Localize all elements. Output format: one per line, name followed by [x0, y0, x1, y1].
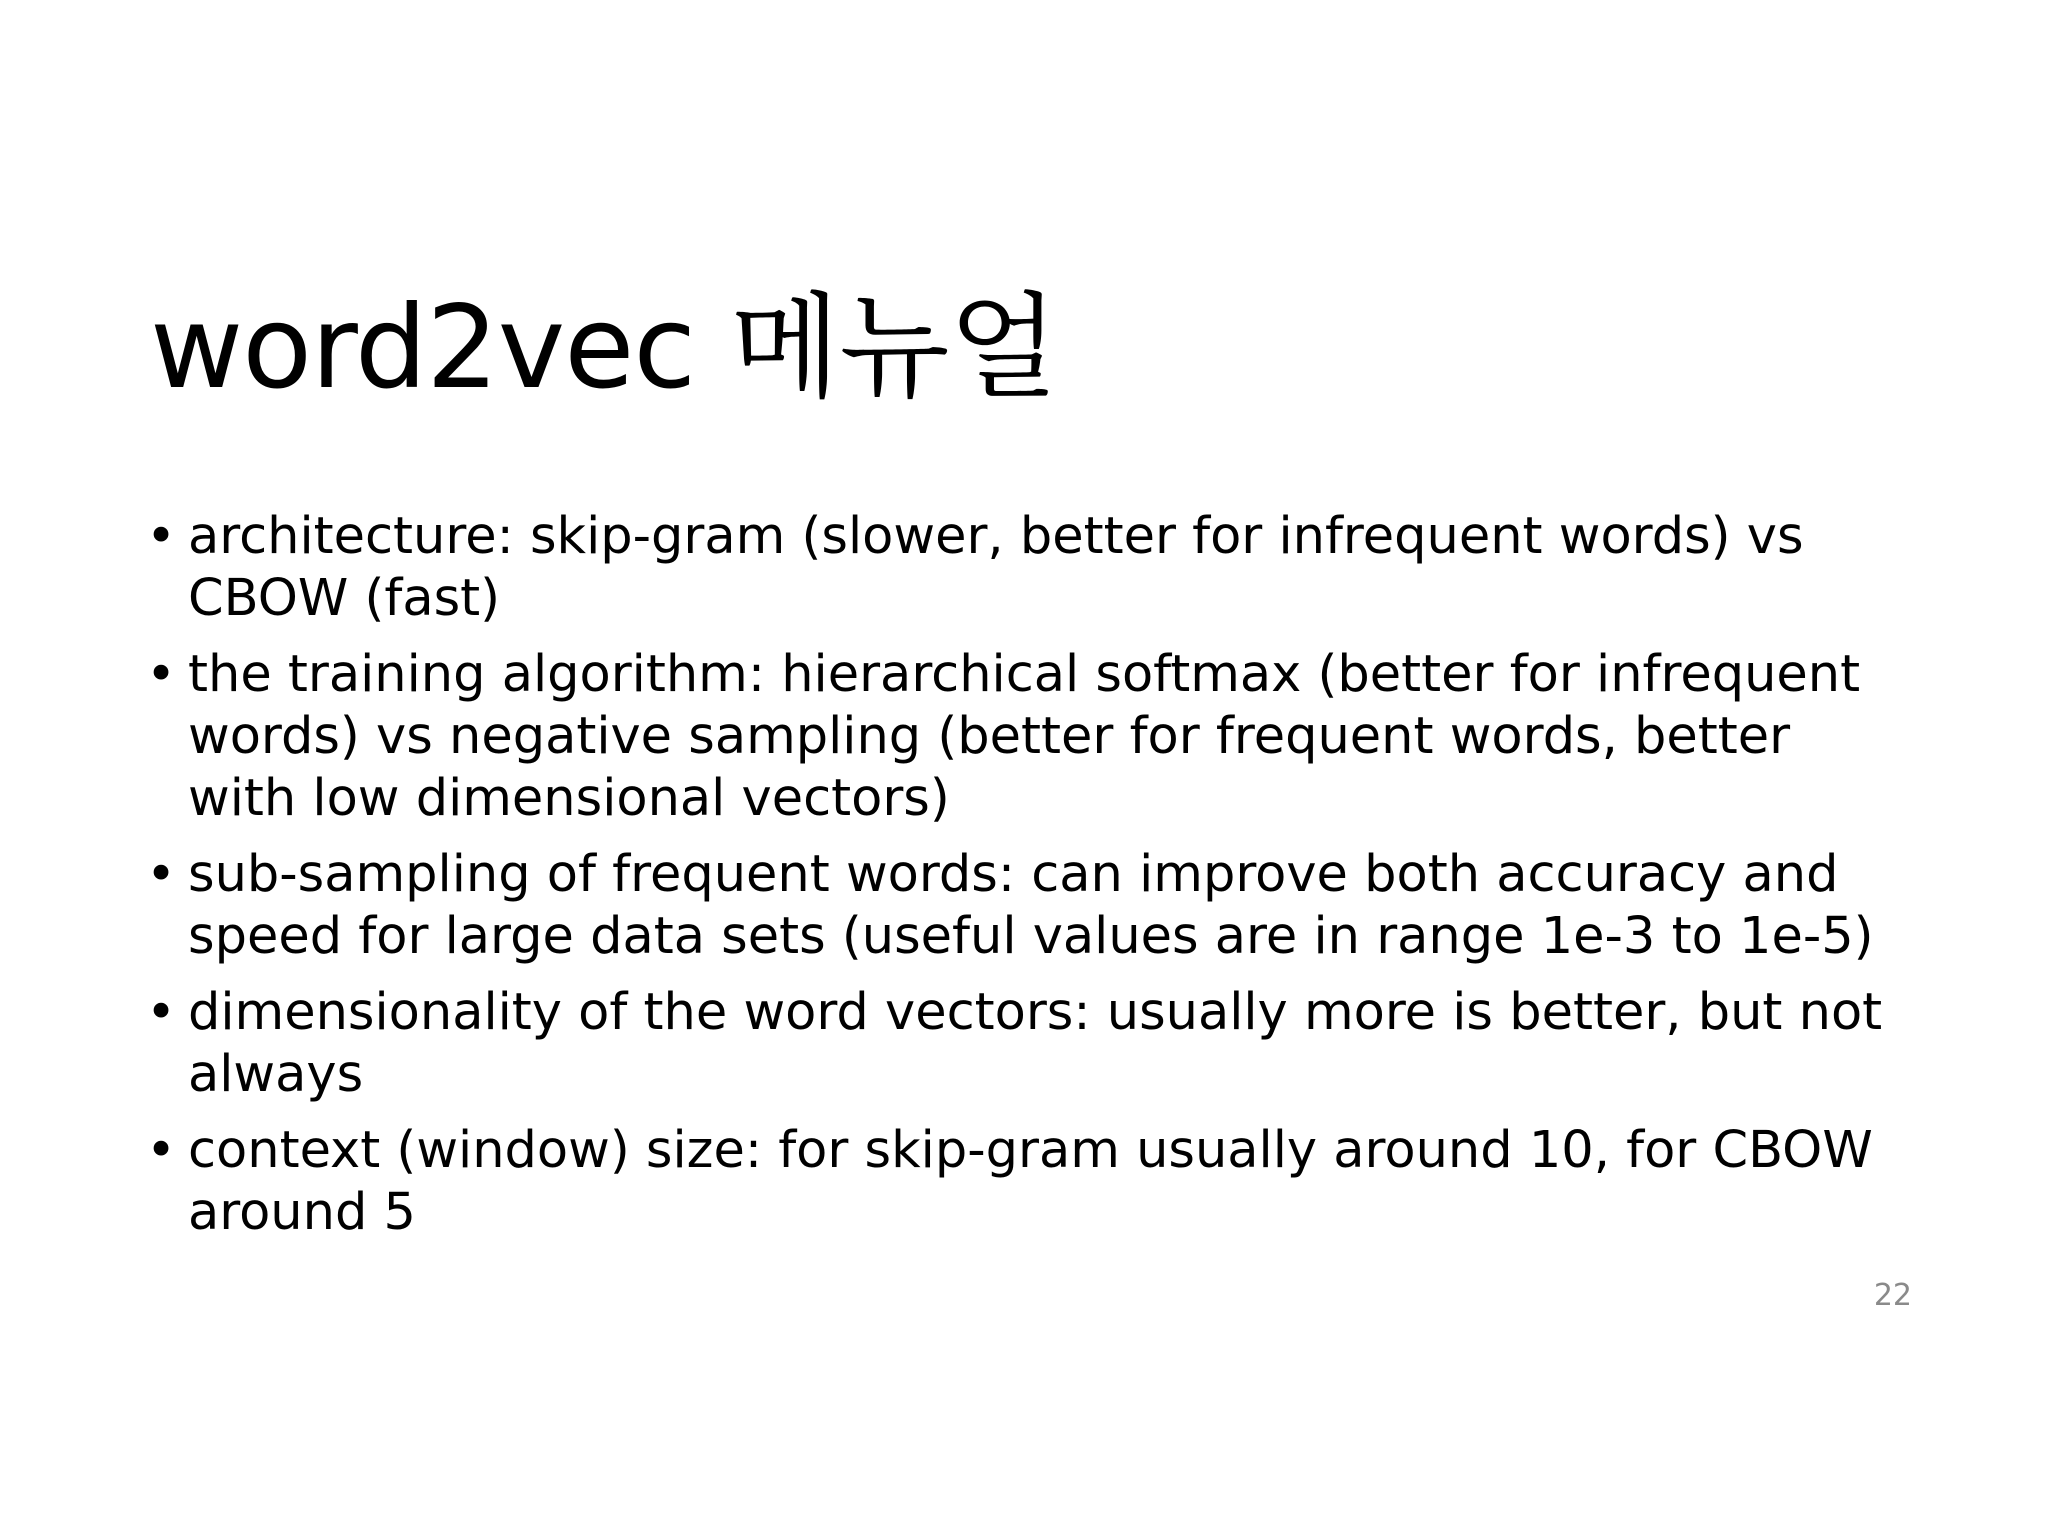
- slide-title: word2vec 메뉴얼: [150, 281, 1058, 414]
- bullet-text: sub-sampling of frequent words: can improve both accuracy and speed for large data sets (useful values are in range 1e-3 to 1e-5): [188, 845, 1874, 966]
- bullet-icon: •: [146, 1121, 177, 1180]
- bullet-text: dimensionality of the word vectors: usually more is better, but not always: [188, 983, 1883, 1104]
- bullet-icon: •: [146, 983, 177, 1042]
- bullet-item-dimensionality: [146, 982, 1906, 1106]
- bullet-icon: •: [146, 507, 177, 566]
- bullet-text: context (window) size: for skip-gram usually around 10, for CBOW around 5: [188, 1121, 1873, 1242]
- bullet-icon: •: [146, 645, 177, 704]
- bullet-list: [146, 506, 1906, 1258]
- bullet-text: the training algorithm: hierarchical softmax (better for infrequent words) vs negative sampling (better for frequent words, better with low dimensional vectors): [188, 645, 1861, 828]
- bullet-item-context-size: [146, 1120, 1906, 1244]
- bullet-item-training-algorithm: [146, 644, 1906, 830]
- bullet-icon: •: [146, 845, 177, 904]
- page-number: 22: [1873, 1278, 1912, 1313]
- bullet-item-sub-sampling: [146, 844, 1906, 968]
- bullet-text: architecture: skip-gram (slower, better for infrequent words) vs CBOW (fast): [188, 507, 1804, 628]
- bullet-item-architecture: [146, 506, 1906, 630]
